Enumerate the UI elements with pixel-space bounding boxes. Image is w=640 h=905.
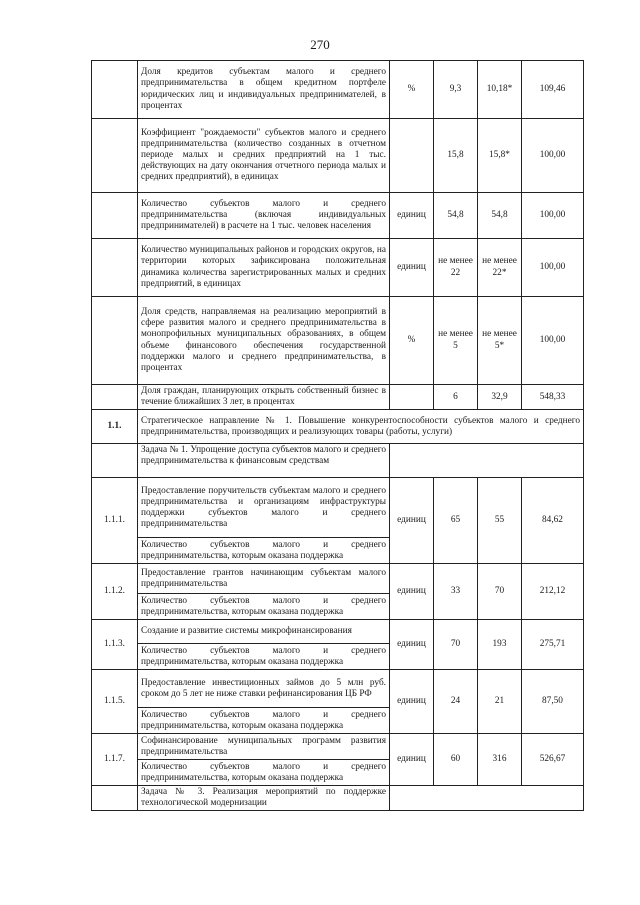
table-row: [92, 61, 584, 119]
measure-name-cell: Создание и развитие системы микрофинансирования: [138, 620, 390, 644]
plan-value-cell: не менее 22: [434, 239, 478, 297]
table-row: [92, 193, 584, 239]
measure-indicator-cell: Количество субъектов малого и среднего предпринимательства, которым оказана поддержка: [138, 594, 390, 620]
measure-code-cell: 1.1.3.: [92, 620, 138, 670]
actual-value-cell: 10,18*: [478, 61, 522, 119]
measure-code-cell: 1.1.5.: [92, 670, 138, 734]
percent-cell: 100,00: [522, 119, 584, 193]
measure-code-cell: 1.1.2.: [92, 564, 138, 620]
percent-cell: 526,67: [522, 734, 584, 786]
measure-indicator-cell: Количество субъектов малого и среднего предпринимательства, которым оказана поддержка: [138, 644, 390, 670]
table-row: [92, 119, 584, 193]
actual-value-cell: 193: [478, 620, 522, 670]
indicator-name-cell: Количество муниципальных районов и городских округов, на территории которых зафиксирована положительная динамика количества зарегистрированных малых и средних предприятий, в единицах: [138, 239, 390, 297]
strategic-direction-row: [92, 410, 584, 444]
plan-value-cell: 24: [434, 670, 478, 734]
plan-value-cell: 33: [434, 564, 478, 620]
percent-cell: 548,33: [522, 385, 584, 410]
task-code-cell: [92, 786, 138, 811]
measure-name-cell: Предоставление грантов начинающим субъектам малого предпринимательства: [138, 564, 390, 594]
actual-value-cell: 70: [478, 564, 522, 620]
row-code-cell: [92, 239, 138, 297]
measure-code-cell: 1.1.7.: [92, 734, 138, 786]
unit-cell: единиц: [390, 193, 434, 239]
plan-value-cell: 15,8: [434, 119, 478, 193]
unit-cell: единиц: [390, 564, 434, 620]
row-code-cell: [92, 193, 138, 239]
task-text-cell: Задача № 3. Реализация мероприятий по поддержке технологической модернизации: [138, 786, 390, 811]
unit-cell: единиц: [390, 478, 434, 564]
percent-cell: 100,00: [522, 297, 584, 385]
plan-value-cell: 9,3: [434, 61, 478, 119]
unit-cell: единиц: [390, 239, 434, 297]
indicator-name-cell: Коэффициент "рождаемости" субъектов малого и среднего предпринимательства (количество созданных в отчетном периоде малых и средних предприятий на 1 тыс. действующих на дату окончания отчетного периода малых и средних предприятий), в единицах: [138, 119, 390, 193]
actual-value-cell: 21: [478, 670, 522, 734]
unit-cell: %: [390, 61, 434, 119]
indicator-name-cell: Доля граждан, планирующих открыть собственный бизнес в течение ближайших 3 лет, в процентах: [138, 385, 390, 410]
plan-value-cell: не менее 5: [434, 297, 478, 385]
percent-cell: 100,00: [522, 193, 584, 239]
unit-cell: единиц: [390, 620, 434, 670]
percent-cell: 212,12: [522, 564, 584, 620]
page-number: 270: [310, 37, 330, 52]
task-row: [92, 444, 584, 478]
measure-name-cell: Софинансирование муниципальных программ развития предпринимательства: [138, 734, 390, 760]
measure-indicator-cell: Количество субъектов малого и среднего предпринимательства, которым оказана поддержка: [138, 708, 390, 734]
percent-cell: 87,50: [522, 670, 584, 734]
actual-value-cell: 15,8*: [478, 119, 522, 193]
percent-cell: 84,62: [522, 478, 584, 564]
measure-code-cell: 1.1.1.: [92, 478, 138, 564]
unit-cell: единиц: [390, 670, 434, 734]
row-code-cell: [92, 119, 138, 193]
measure-row: [92, 478, 584, 538]
indicator-name-cell: Доля средств, направляемая на реализацию мероприятий в сфере развития малого и среднего предпринимательства в монопрофильных муниципальных образованиях, в общем объеме финансового обеспечения государственной поддержки малого и среднего предпринимательства, в процентах: [138, 297, 390, 385]
table-row: [92, 385, 584, 410]
indicators-table: [91, 60, 584, 811]
direction-code-cell: 1.1.: [92, 410, 138, 444]
measure-indicator-cell: Количество субъектов малого и среднего предпринимательства, которым оказана поддержка: [138, 538, 390, 564]
task-text-cell: Задача № 1. Упрощение доступа субъектов малого и среднего предпринимательства к финансовым средствам: [138, 444, 390, 478]
actual-value-cell: 316: [478, 734, 522, 786]
measure-row: [92, 670, 584, 708]
unit-cell: единиц: [390, 734, 434, 786]
plan-value-cell: 65: [434, 478, 478, 564]
table-row: [92, 239, 584, 297]
percent-cell: 275,71: [522, 620, 584, 670]
plan-value-cell: 70: [434, 620, 478, 670]
plan-value-cell: 6: [434, 385, 478, 410]
row-code-cell: [92, 385, 138, 410]
indicator-name-cell: Количество субъектов малого и среднего предпринимательства (включая индивидуальных предпринимателей) в расчете на 1 тыс. человек населения: [138, 193, 390, 239]
table-row: [92, 297, 584, 385]
unit-cell: [390, 385, 434, 410]
measure-row: [92, 620, 584, 644]
unit-cell: %: [390, 297, 434, 385]
task-empty-cell: [390, 444, 584, 478]
measure-row: [92, 564, 584, 594]
plan-value-cell: 60: [434, 734, 478, 786]
row-code-cell: [92, 61, 138, 119]
actual-value-cell: 55: [478, 478, 522, 564]
measure-name-cell: Предоставление поручительств субъектам малого и среднего предпринимательства и организациям инфраструктуры поддержки субъектов малого и среднего предпринимательства: [138, 478, 390, 538]
task-empty-cell: [390, 786, 584, 811]
measure-indicator-cell: Количество субъектов малого и среднего предпринимательства, которым оказана поддержка: [138, 760, 390, 786]
task-row: [92, 786, 584, 811]
direction-text-cell: Стратегическое направление № 1. Повышение конкурентоспособности субъектов малого и среднего предпринимательства, производящих и реализующих товары (работы, услуги): [138, 410, 584, 444]
measure-row: [92, 734, 584, 760]
unit-cell: [390, 119, 434, 193]
task-code-cell: [92, 444, 138, 478]
percent-cell: 109,46: [522, 61, 584, 119]
actual-value-cell: не менее 5*: [478, 297, 522, 385]
actual-value-cell: 32,9: [478, 385, 522, 410]
percent-cell: 100,00: [522, 239, 584, 297]
actual-value-cell: не менее 22*: [478, 239, 522, 297]
actual-value-cell: 54,8: [478, 193, 522, 239]
plan-value-cell: 54,8: [434, 193, 478, 239]
indicator-name-cell: Доля кредитов субъектам малого и среднего предпринимательства в общем кредитном портфеле юридических лиц и индивидуальных предпринимателей, в процентах: [138, 61, 390, 119]
row-code-cell: [92, 297, 138, 385]
measure-name-cell: Предоставление инвестиционных займов до 5 млн руб. сроком до 5 лет не ниже ставки рефинансирования ЦБ РФ: [138, 670, 390, 708]
